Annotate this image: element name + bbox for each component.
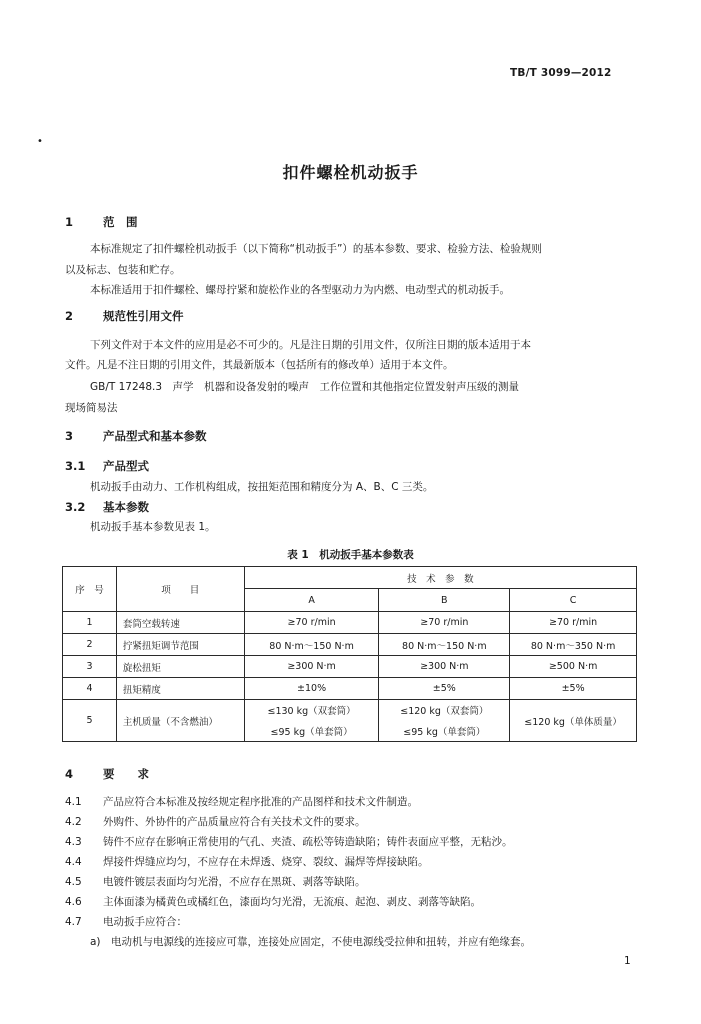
header-class-c: C <box>510 589 637 612</box>
section-2-heading <box>65 308 184 324</box>
item-text: 焊接件焊缝应均匀，不应存在未焊透、烧穿、裂纹、漏焊等焊接缺陷。 <box>103 856 429 868</box>
cell-seq: 5 <box>63 700 117 742</box>
cell-seq: 4 <box>63 678 117 700</box>
item-text: 电镀件镀层表面均匀光滑，不应存在黑斑、剥落等缺陷。 <box>103 876 366 888</box>
item-number: 4.2 <box>65 816 82 828</box>
item-text: 铸件不应存在影响正常使用的气孔、夹渣、疏松等铸造缺陷；铸件表面应平整，无粘沙。 <box>103 836 513 848</box>
cell-c: ±5% <box>510 678 637 700</box>
table-row <box>63 700 637 721</box>
cell-item: 扭矩精度 <box>116 678 244 700</box>
table-row <box>63 612 637 634</box>
subsection-3-2-heading <box>65 499 149 515</box>
item-text: 外购件、外协件的产品质量应符合有关技术文件的要求。 <box>103 816 366 828</box>
table-row <box>63 656 637 678</box>
subsection-title: 产品型式 <box>103 459 149 473</box>
cell-b-line2: ≤95 kg（单套筒） <box>379 721 510 742</box>
section-title: 规范性引用文件 <box>103 309 184 323</box>
item-number: 4.5 <box>65 876 82 888</box>
sec1-para2: 本标准适用于扣件螺栓、螺母拧紧和旋松作业的各型驱动力为内燃、电动型式的机动扳手。 <box>90 284 510 296</box>
sec3-2-text: 机动扳手基本参数见表 1。 <box>90 521 216 533</box>
section-number: 4 <box>65 767 74 781</box>
section-number: 3 <box>65 429 74 443</box>
cell-seq: 1 <box>63 612 117 634</box>
section-number: 1 <box>65 215 74 229</box>
requirement-item <box>65 914 187 929</box>
item-number: 4.7 <box>65 916 82 928</box>
requirement-item <box>65 834 513 849</box>
sec3-1-text: 机动扳手由动力、工作机构组成，按扭矩范围和精度分为 A、B、C 三类。 <box>90 481 434 493</box>
cell-b: ≥70 r/min <box>379 612 510 634</box>
sec1-para1-line1: 本标准规定了扣件螺栓机动扳手（以下简称“机动扳手”）的基本参数、要求、检验方法、检验规则 <box>90 243 542 255</box>
item-number: 4.6 <box>65 896 82 908</box>
cell-a: ≥300 N·m <box>244 656 379 678</box>
section-3-heading <box>65 428 207 444</box>
subsection-3-1-heading <box>65 458 149 474</box>
page-title: 扣件螺栓机动扳手 <box>282 163 419 182</box>
cell-b: ≥300 N·m <box>379 656 510 678</box>
section-title: 范 围 <box>103 215 138 229</box>
cell-a: 80 N·m～150 N·m <box>244 634 379 656</box>
sec1-para1-line2: 以及标志、包装和贮存。 <box>65 264 181 276</box>
cell-c: ≥70 r/min <box>510 612 637 634</box>
cell-a: ±10% <box>244 678 379 700</box>
table-row <box>63 634 637 656</box>
item-number: 4.3 <box>65 836 82 848</box>
sec2-para1-line2: 文件。凡是不注日期的引用文件，其最新版本（包括所有的修改单）适用于本文件。 <box>65 359 454 371</box>
item-text: 产品应符合本标准及按经规定程序批准的产品图样和技术文件制造。 <box>103 796 418 808</box>
item-text: 主体面漆为橘黄色或橘红色，漆面均匀光滑，无流痕、起泡、剥皮、剥落等缺陷。 <box>103 896 481 908</box>
header-tech-params: 技 术 参 数 <box>244 567 636 589</box>
section-title: 产品型式和基本参数 <box>103 429 207 443</box>
cell-c: ≤120 kg（单体质量） <box>510 700 637 742</box>
cell-c: 80 N·m～350 N·m <box>510 634 637 656</box>
cell-b-line1: ≤120 kg（双套筒） <box>379 700 510 721</box>
page-number: 1 <box>624 955 631 967</box>
requirement-item <box>65 874 366 889</box>
parameters-table <box>62 566 637 742</box>
requirement-item <box>65 814 366 829</box>
table-caption: 表 1 机动扳手基本参数表 <box>287 549 414 561</box>
item-number: 4.4 <box>65 856 82 868</box>
scan-mark: • <box>37 136 43 147</box>
subsection-number: 3.1 <box>65 459 86 473</box>
standard-code: TB/T 3099—2012 <box>510 67 612 79</box>
table-row <box>63 678 637 700</box>
cell-seq: 3 <box>63 656 117 678</box>
requirement-item <box>65 894 481 909</box>
cell-item: 主机质量（不含燃油） <box>116 700 244 742</box>
sec2-ref-line2: 现场简易法 <box>65 402 118 414</box>
cell-seq: 2 <box>63 634 117 656</box>
header-seq: 序 号 <box>63 567 117 612</box>
section-title: 要 求 <box>103 767 149 781</box>
requirement-item <box>65 794 418 809</box>
section-1-heading <box>65 214 138 230</box>
cell-c: ≥500 N·m <box>510 656 637 678</box>
requirement-subitem-a: a) 电动机与电源线的连接应可靠，连接处应固定，不使电源线受拉伸和扭转，并应有绝缘套。 <box>90 936 532 948</box>
header-item: 项 目 <box>116 567 244 612</box>
sec2-para1-line1: 下列文件对于本文件的应用是必不可少的。凡是注日期的引用文件，仅所注日期的版本适用于本 <box>90 339 531 351</box>
cell-a-line2: ≤95 kg（单套筒） <box>244 721 379 742</box>
cell-b: 80 N·m～150 N·m <box>379 634 510 656</box>
subsection-number: 3.2 <box>65 500 86 514</box>
item-text: 电动扳手应符合： <box>103 916 187 928</box>
section-number: 2 <box>65 309 74 323</box>
cell-item: 套筒空载转速 <box>116 612 244 634</box>
subsection-title: 基本参数 <box>103 500 149 514</box>
header-class-a: A <box>244 589 379 612</box>
cell-item: 拧紧扭矩调节范围 <box>116 634 244 656</box>
header-class-b: B <box>379 589 510 612</box>
item-number: 4.1 <box>65 796 82 808</box>
sec2-ref-line1: GB/T 17248.3 声学 机器和设备发射的噪声 工作位置和其他指定位置发射声压级的测量 <box>90 381 520 393</box>
requirement-item <box>65 854 429 869</box>
cell-b: ±5% <box>379 678 510 700</box>
cell-item: 旋松扭矩 <box>116 656 244 678</box>
section-4-heading <box>65 766 149 782</box>
cell-a: ≥70 r/min <box>244 612 379 634</box>
cell-a-line1: ≤130 kg（双套筒） <box>244 700 379 721</box>
